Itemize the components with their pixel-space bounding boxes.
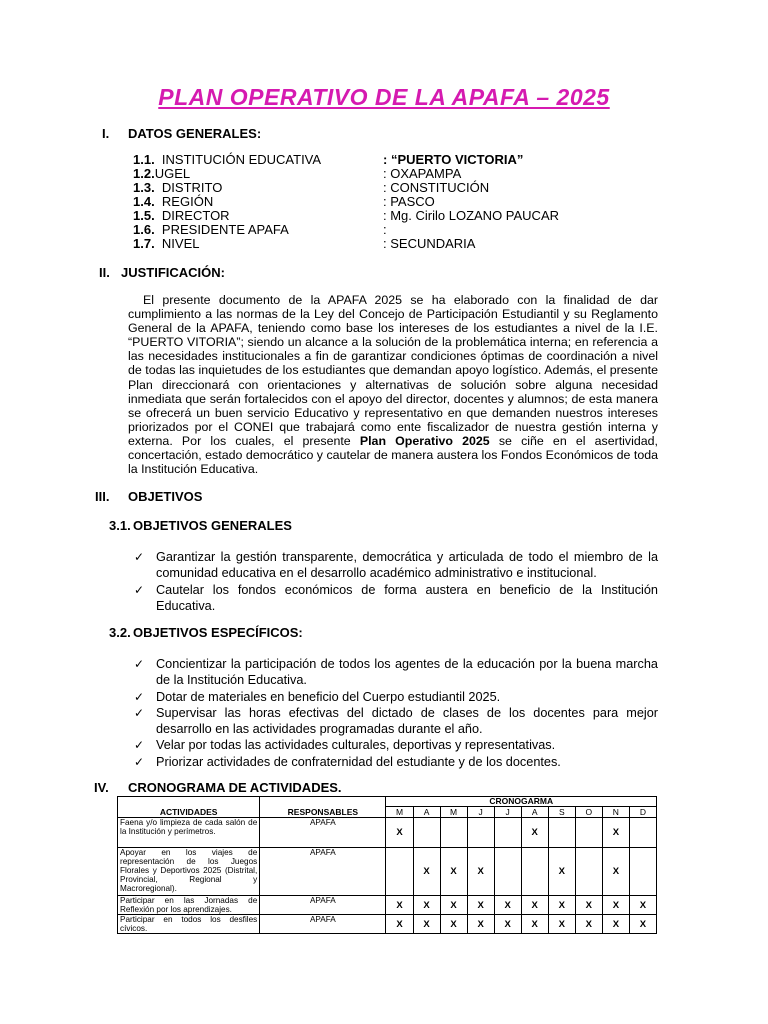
schedule-mark-cell: X (413, 915, 440, 934)
datos-label: NIVEL (161, 236, 200, 251)
section-heading-label: CRONOGRAMA DE ACTIVIDADES. (128, 780, 342, 795)
schedule-mark-cell (494, 848, 521, 896)
list-item-text: Velar por todas las actividades culturales, deportivas y representativas. (156, 738, 556, 753)
month-header: M (440, 807, 467, 818)
datos-item (133, 181, 222, 195)
datos-value (383, 153, 523, 167)
list-item-text: Priorizar actividades de confraternidad del estudiante y de los docentes. (156, 754, 561, 769)
section-number: IV. (94, 780, 109, 795)
section-number: III. (95, 489, 110, 504)
datos-item (133, 237, 200, 251)
schedule-mark-cell (413, 818, 440, 848)
list-item (134, 705, 658, 738)
schedule-mark-cell (386, 848, 413, 896)
schedule-mark-cell: X (521, 896, 548, 915)
datos-value: : (383, 222, 387, 237)
schedule-mark-cell: X (494, 915, 521, 934)
datos-num: 1.7. (133, 236, 155, 251)
datos-label: PRESIDENTE APAFA (161, 222, 289, 237)
responsible-cell: APAFA (260, 896, 386, 915)
schedule-mark-cell: X (440, 896, 467, 915)
header-cronograma: CRONOGARMA (386, 797, 657, 807)
schedule-mark-cell (521, 848, 548, 896)
datos-label: DISTRITO (161, 180, 223, 195)
subsection-heading-label: OBJETIVOS GENERALES (133, 518, 292, 533)
month-header: A (521, 807, 548, 818)
objetivos-especificos-list (134, 656, 658, 770)
schedule-mark-cell: X (575, 896, 602, 915)
datos-value: : SECUNDARIA (383, 236, 476, 251)
datos-label: REGIÓN (161, 194, 214, 209)
schedule-mark-cell: X (548, 915, 575, 934)
schedule-mark-cell: X (602, 896, 629, 915)
month-header: J (494, 807, 521, 818)
schedule-mark-cell (548, 818, 575, 848)
datos-item (133, 167, 190, 181)
schedule-mark-cell: X (440, 915, 467, 934)
list-item-text: Dotar de materiales en beneficio del Cuerpo estudiantil 2025. (156, 689, 501, 704)
schedule-mark-cell: X (413, 848, 440, 896)
schedule-mark-cell: X (467, 896, 494, 915)
schedule-mark-cell: X (629, 915, 656, 934)
check-icon: ✓ (134, 582, 145, 597)
list-item (134, 549, 658, 582)
list-item (134, 689, 658, 705)
schedule-mark-cell (494, 818, 521, 848)
datos-item (133, 195, 213, 209)
objetivos-generales-list (134, 549, 658, 614)
table-row (118, 896, 657, 915)
section-heading-label: OBJETIVOS (128, 489, 203, 504)
schedule-mark-cell: X (386, 818, 413, 848)
list-item (134, 754, 658, 770)
check-icon: ✓ (134, 689, 145, 704)
activity-cell: Faena y/o limpieza de cada salón de la Institución y perímetros. (118, 818, 260, 848)
list-item (134, 582, 658, 615)
section-number: II. (99, 265, 110, 280)
month-header: A (413, 807, 440, 818)
month-header: O (575, 807, 602, 818)
schedule-mark-cell (629, 818, 656, 848)
datos-value: : PASCO (383, 194, 435, 209)
list-item-text: Concientizar la participación de todos los agentes de la educación por la buena marcha de la Institución Educativa. (156, 657, 658, 688)
schedule-mark-cell (575, 848, 602, 896)
datos-num: 1.3. (133, 180, 155, 195)
justificacion-text: El presente documento de la APAFA 2025 se ha elaborado con la finalidad de dar cumplimiento a las normas de la Ley del Concejo de Participación Estudiantil y su Reglamento General de la APAFA, teniendo como base los intereses de los estudiantes a nivel de la I.E. “PUERTO VITORIA”; siendo un alcance a la solución de la problemática interna; en referencia a las necesidades institucionales a fin de garantizar condiciones óptimas de coordinación a nivel de todas las inquietudes de los estudiantes que demandan apoyo logístico. Además, el presente Plan direccionará con orientaciones y alternativas de solución sobre alguna necesidad inmediata que serán fortalecidos con el apoyo del director, docentes y alumnos; de esta manera se ofrecerá un buen servicio Educativo y representativo en que demanden nuestros intereses priorizados por el CONEI que trabajará como ente fiscalizador de nuestra gestión interna y externa. Por los cuales, el presente (128, 293, 658, 448)
datos-num: 1.2. (133, 166, 155, 181)
activity-cell: Apoyar en los viajes de representación de los Juegos Florales y Deportivos 2025 (Distrital, Provincial, Regional y Macroregional). (118, 848, 260, 896)
datos-item (133, 153, 321, 167)
check-icon: ✓ (134, 657, 145, 671)
schedule-mark-cell: X (494, 896, 521, 915)
table-row (118, 915, 657, 934)
responsible-cell: APAFA (260, 818, 386, 848)
cronograma-table (117, 796, 657, 934)
schedule-mark-cell: X (386, 915, 413, 934)
month-header: D (629, 807, 656, 818)
header-responsables: RESPONSABLES (260, 797, 386, 818)
schedule-mark-cell: X (521, 915, 548, 934)
activity-cell: Participar en todos los desfiles cívicos. (118, 915, 260, 934)
datos-item (133, 223, 289, 237)
schedule-mark-cell: X (602, 915, 629, 934)
datos-label: INSTITUCIÓN EDUCATIVA (161, 152, 322, 167)
header-actividades: ACTIVIDADES (118, 797, 260, 818)
schedule-mark-cell (629, 848, 656, 896)
check-icon: ✓ (134, 738, 145, 753)
datos-num: 1.5. (133, 208, 155, 223)
schedule-mark-cell: X (548, 896, 575, 915)
schedule-mark-cell: X (413, 896, 440, 915)
section-number: I. (102, 126, 110, 141)
schedule-mark-cell (575, 818, 602, 848)
list-item (134, 656, 658, 689)
check-icon: ✓ (134, 705, 145, 720)
subsection-number: 3.1. (109, 518, 131, 533)
list-item (134, 737, 658, 753)
schedule-mark-cell: X (548, 848, 575, 896)
schedule-mark-cell: X (575, 915, 602, 934)
schedule-mark-cell (467, 818, 494, 848)
month-header: S (548, 807, 575, 818)
datos-value: : OXAPAMPA (383, 166, 462, 181)
schedule-mark-cell: X (521, 818, 548, 848)
schedule-mark-cell: X (440, 848, 467, 896)
table-row (118, 818, 657, 848)
schedule-mark-cell: X (467, 848, 494, 896)
datos-item (133, 209, 230, 223)
datos-num: 1.1. (133, 152, 155, 167)
schedule-mark-cell (440, 818, 467, 848)
datos-label: UGEL (154, 166, 191, 181)
page-title: PLAN OPERATIVO DE LA APAFA – 2025 (158, 84, 610, 110)
section-heading-label: DATOS GENERALES: (128, 126, 262, 141)
subsection-heading-label: OBJETIVOS ESPECÍFICOS: (133, 625, 303, 640)
responsible-cell: APAFA (260, 915, 386, 934)
month-header: N (602, 807, 629, 818)
subsection-number: 3.2. (109, 625, 131, 640)
check-icon: ✓ (134, 754, 145, 769)
justificacion-paragraph (128, 293, 658, 476)
justificacion-text: se ciñe en el asertividad, concertación, estado democrático y cautelar de manera austera los Fondos Económicos de toda la Institución Educativa. (128, 433, 658, 477)
month-header: J (467, 807, 494, 818)
list-item-text: Garantizar la gestión transparente, democrática y articulada de todo el miembro de la comunidad educativa en el desarrollo académico administrativo e institucional. (156, 550, 658, 581)
list-item-text: Supervisar las horas efectivas del dictado de clases de los docentes para mejor desarrollo en las actividades programadas durante el año. (156, 705, 658, 737)
datos-num: 1.6. (133, 222, 155, 237)
month-header: M (386, 807, 413, 818)
activity-cell: Participar en las Jornadas de Reflexión por los aprendizajes. (118, 896, 260, 915)
schedule-mark-cell: X (629, 896, 656, 915)
section-heading-label: JUSTIFICACIÓN: (121, 265, 225, 280)
datos-value: : Mg. Cirilo LOZANO PAUCAR (383, 208, 560, 223)
datos-num: 1.4. (133, 194, 155, 209)
justificacion-bold: Plan Operativo 2025 (359, 433, 490, 448)
schedule-mark-cell: X (602, 848, 629, 896)
schedule-mark-cell: X (467, 915, 494, 934)
check-icon: ✓ (134, 550, 145, 564)
table-row (118, 848, 657, 896)
section-heading (102, 126, 109, 141)
datos-label: DIRECTOR (161, 208, 230, 223)
schedule-mark-cell: X (386, 896, 413, 915)
list-item-text: Cautelar los fondos económicos de forma austera en beneficio de la Institución Educativa. (156, 582, 658, 613)
datos-value-text: : “PUERTO VICTORIA” (383, 152, 524, 167)
schedule-mark-cell: X (602, 818, 629, 848)
datos-value: : CONSTITUCIÓN (383, 180, 490, 195)
responsible-cell: APAFA (260, 848, 386, 896)
